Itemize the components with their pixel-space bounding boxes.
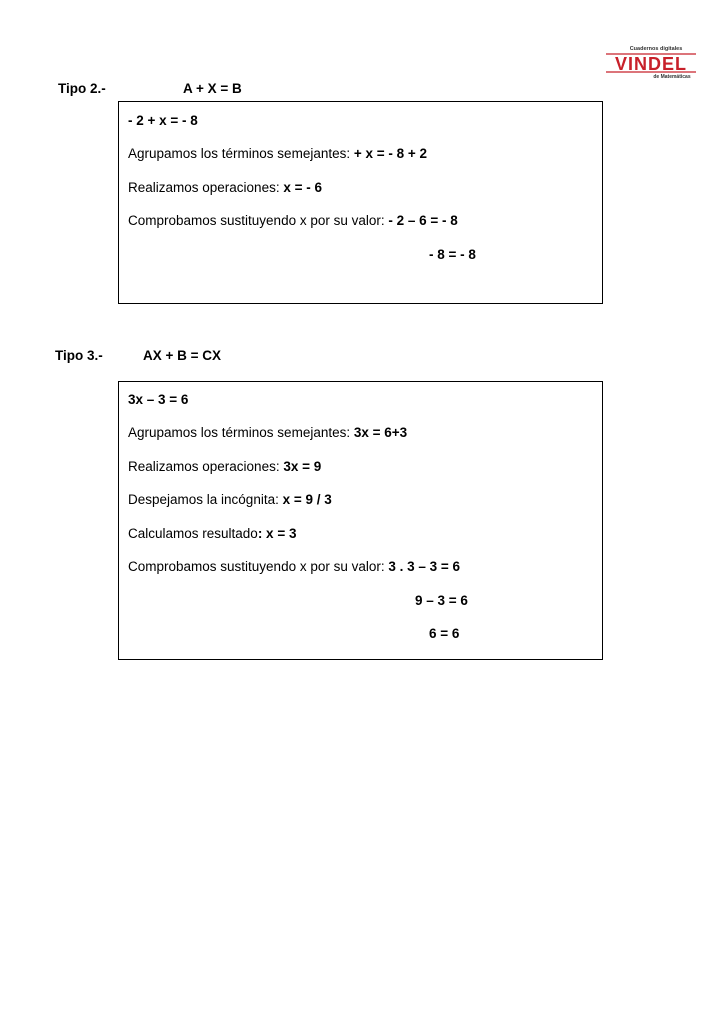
box2-line-5: Calculamos resultado: x = 3	[128, 526, 297, 541]
logo-top-text: Cuadernos digitales	[629, 46, 683, 52]
section1-label: Tipo 2.-	[58, 81, 106, 96]
box2-line-3: Realizamos operaciones: 3x = 9	[128, 459, 322, 474]
section2-formula: AX + B = CX	[143, 348, 222, 363]
box2-line-6: Comprobamos sustituyendo x por su valor: 3 . 3 – 3 = 6	[128, 559, 461, 574]
box1-line-1: - 2 + x = - 8	[128, 113, 198, 128]
box1-line-4: Comprobamos sustituyendo x por su valor: - 2 – 6 = - 8	[128, 213, 458, 228]
box1-line-2: Agrupamos los términos semejantes: + x = - 8 + 2	[128, 146, 428, 161]
box1-line-5: - 8 = - 8	[429, 247, 476, 262]
box2-line-7: 9 – 3 = 6	[415, 593, 468, 608]
vindel-logo	[604, 44, 698, 80]
section1-formula: A + X = B	[183, 81, 242, 96]
box1-line-3: Realizamos operaciones: x = - 6	[128, 180, 322, 195]
box2-line-2: Agrupamos los términos semejantes: 3x = 6+3	[128, 425, 408, 440]
box2-line-1: 3x – 3 = 6	[128, 392, 189, 407]
vindel-logo-graphic	[604, 44, 698, 80]
logo-bottom-text: de Matemáticas	[653, 74, 691, 80]
section2-label: Tipo 3.-	[55, 348, 103, 363]
example-box-1	[118, 101, 603, 304]
box2-line-4: Despejamos la incógnita: x = 9 / 3	[128, 492, 332, 507]
example-box-2	[118, 381, 603, 660]
logo-brand-text: VINDEL	[614, 54, 688, 74]
box2-line-8: 6 = 6	[429, 626, 460, 641]
